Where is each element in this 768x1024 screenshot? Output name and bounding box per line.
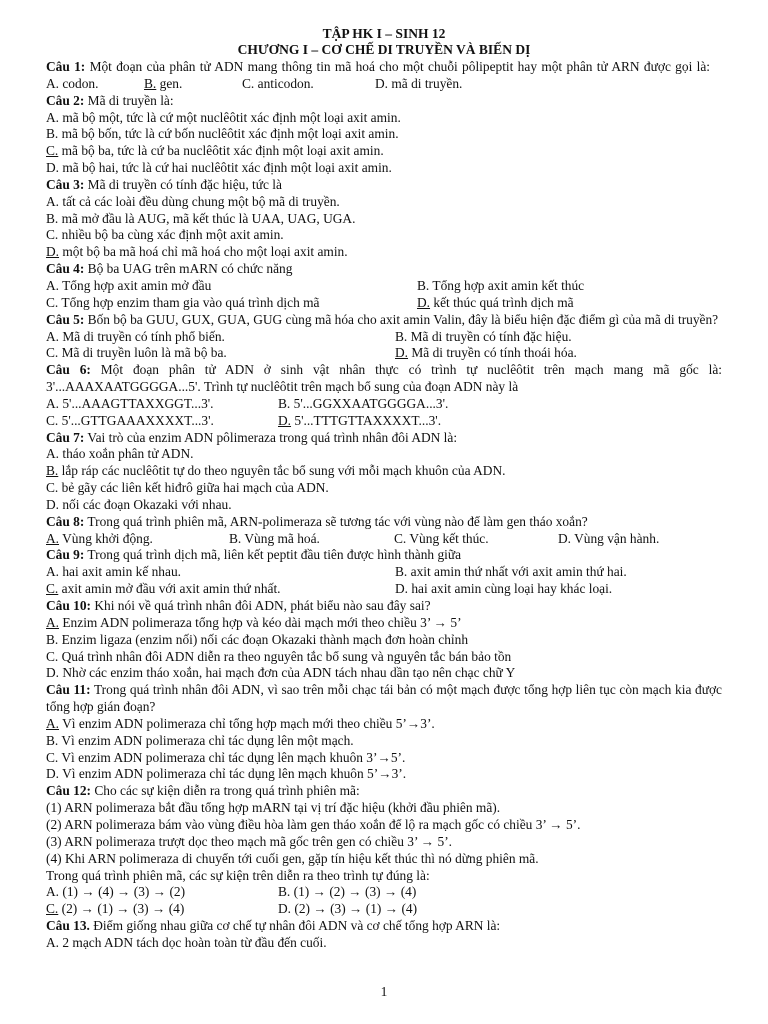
question-text: Trong quá trình phiên mã, ARN-polimeraza sẽ tương tác với vùng nào để làm gen tháo xoắn? [84, 513, 588, 529]
question-1 [46, 59, 722, 93]
answer-letter: D. [278, 412, 292, 428]
question-text: Bộ ba UAG trên mARN có chức năng [84, 261, 293, 277]
option-a: A. 5'...AAAGTTAXXGGT...3'. [46, 395, 214, 411]
option-d: D. hai axit amin cùng loại hay khác loại. [395, 581, 613, 597]
event-3: (3) ARN polimeraza trượt dọc theo mạch mã gốc trên gen có chiều 3’ → 5’. [46, 833, 453, 849]
option-d: D. Nhờ các enzim tháo xoắn, hai mạch đơn của ADN tách nhau dần tạo nên chạc chữ Y [46, 665, 516, 681]
option-a: A. Vì enzim ADN polimeraza chỉ tổng hợp mạch mới theo chiều 5’→3’. [46, 715, 435, 731]
option-b: B. mã mở đầu là AUG, mã kết thúc là UAA, UAG, UGA. [46, 210, 356, 226]
options-row [46, 396, 722, 413]
option-a: A. tất cả các loài đều dùng chung một bộ mã di truyền. [46, 193, 340, 209]
question-8 [46, 514, 722, 531]
event-2: (2) ARN polimeraza bám vào vùng điều hòa làm gen tháo xoắn để lộ ra mạch gốc có chiều 3’ → 5’. [46, 816, 581, 832]
option-a: A. tháo xoắn phân tử ADN. [46, 446, 194, 462]
question-text: Mã di truyền là: [84, 92, 174, 108]
option-d: D. Vì enzim ADN polimeraza chỉ tác dụng lên mạch khuôn 5’→3’. [46, 766, 407, 782]
options-row [46, 901, 722, 918]
chapter-title: CHƯƠNG I – CƠ CHẾ DI TRUYỀN VÀ BIẾN DỊ [237, 42, 531, 57]
option-a: A. Tổng hợp axit amin mở đầu [46, 277, 212, 293]
option-a: A. Vùng khởi động. [46, 530, 153, 546]
option-d: D. mã di truyền. [375, 75, 463, 91]
question-3 [46, 177, 722, 194]
option-b: B. Mã di truyền có tính đặc hiệu. [395, 328, 572, 344]
document-title: TẬP HK I – SINH 12 [322, 26, 446, 41]
question-11 [46, 682, 722, 716]
page-number: 1 [380, 984, 388, 999]
option-c: C. mã bộ ba, tức là cứ ba nuclêôtit xác định một loại axit amin. [46, 143, 384, 159]
option-a: A. (1) → (4) → (3) → (2) [46, 884, 186, 900]
option-c: C. nhiều bộ ba cùng xác định một axit amin. [46, 227, 284, 243]
question-number: Câu 5: [46, 311, 85, 327]
question-number: Câu 13. [46, 918, 90, 934]
options-row [46, 413, 722, 430]
option-b: B. Vì enzim ADN polimeraza chỉ tác dụng lên một mạch. [46, 732, 354, 748]
question-number: Câu 1: [46, 59, 86, 74]
question-text: Trong quá trình dịch mã, liên kết peptit đầu tiên được hình thành giữa [84, 547, 462, 563]
question-6 [46, 362, 722, 396]
option-a: A. mã bộ một, tức là cứ một nuclêôtit xác định một loại axit amin. [46, 109, 401, 125]
question-2 [46, 93, 722, 110]
question-12 [46, 783, 722, 800]
question-5 [46, 312, 722, 329]
option-c: C. bẻ gãy các liên kết hiđrô giữa hai mạch của ADN. [46, 480, 329, 496]
option-a: A. codon. [46, 75, 99, 91]
question-text: Một đoạn phân tử ADN ở sinh vật nhân thực có trình tự nuclêôtit trên mạch mang mã gốc là: 3'...AAAXAATGGGGA...5'. Trình tự nuclêôtit trên mạch bổ sung của đoạn ADN này là [46, 362, 722, 395]
options-row [46, 295, 722, 312]
answer-letter: D. [395, 345, 409, 361]
option-a: A. Mã di truyền có tính phổ biến. [46, 328, 225, 344]
answer-letter: A. [46, 614, 60, 630]
option-b: B. axit amin thứ nhất với axit amin thứ hai. [395, 564, 627, 580]
question-number: Câu 10: [46, 598, 92, 613]
options-row [46, 278, 722, 295]
option-d: D. (2) → (3) → (1) → (4) [278, 901, 418, 917]
answer-letter: A. [46, 715, 60, 731]
options-row [46, 564, 722, 581]
option-b: B. 5'...GGXXAATGGGGA...3'. [278, 395, 449, 411]
options-row [46, 581, 722, 598]
question-text: Bốn bộ ba GUU, GUX, GUA, GUG cùng mã hóa cho axit amin Valin, đây là biểu hiện đặc điểm gì của mã di truyền? [84, 311, 719, 327]
answer-letter: D. [46, 244, 60, 260]
option-a: A. hai axit amin kế nhau. [46, 564, 181, 580]
question-number: Câu 6: [46, 362, 91, 378]
event-4: (4) Khi ARN polimeraza di chuyển tới cuối gen, gặp tín hiệu kết thúc thì nó dừng phiên mã. [46, 850, 539, 866]
option-d: D. mã bộ hai, tức là cứ hai nuclêôtit xác định một loại axit amin. [46, 160, 392, 176]
question-10 [46, 598, 722, 615]
question-7 [46, 430, 722, 447]
question-number: Câu 7: [46, 429, 85, 445]
question-4 [46, 261, 722, 278]
option-c: C. Mã di truyền luôn là mã bộ ba. [46, 345, 227, 361]
options-row [46, 345, 722, 362]
answer-letter: D. [417, 294, 431, 310]
option-b: B. (1) → (2) → (3) → (4) [278, 884, 417, 900]
option-d: D. kết thúc quá trình dịch mã [417, 294, 574, 310]
options-row [46, 329, 722, 346]
answer-letter: B. [144, 75, 157, 91]
option-b: B. mã bộ bốn, tức là cứ bốn nuclêôtit xác định một loại axit amin. [46, 126, 399, 142]
options-row [46, 884, 722, 901]
question-number: Câu 2: [46, 92, 85, 108]
option-d: D. 5'...TTTGTTAXXXXT...3'. [278, 412, 442, 428]
option-b: B. lắp ráp các nuclêôtit tự do theo nguyên tắc bổ sung với mỗi mạch khuôn của ADN. [46, 463, 506, 479]
question-text: Vai trò của enzim ADN pôlimeraza trong quá trình nhân đôi ADN là: [84, 429, 458, 445]
option-c: C. 5'...GTTGAAAXXXXT...3'. [46, 412, 214, 428]
option-b: B. gen. [144, 75, 183, 91]
question-number: Câu 12: [46, 783, 92, 799]
answer-letter: A. [46, 530, 60, 546]
question-number: Câu 3: [46, 176, 85, 192]
question-text: Trong quá trình nhân đôi ADN, vì sao trên mỗi chạc tái bản có một mạch được tổng hợp liên tục còn mạch kia được tổng hợp gián đoạn? [46, 682, 723, 715]
question-number: Câu 9: [46, 547, 85, 563]
option-d: D. một bộ ba mã hoá chỉ mã hoá cho một loại axit amin. [46, 244, 348, 260]
question-number: Câu 4: [46, 261, 85, 277]
option-d: D. Vùng vận hành. [558, 530, 660, 546]
option-b: B. Enzim ligaza (enzim nối) nối các đoạn Okazaki thành mạch đơn hoàn chỉnh [46, 631, 469, 647]
question-number: Câu 11: [46, 682, 91, 698]
options-row [46, 531, 722, 548]
question-9 [46, 547, 722, 564]
option-b: B. Tổng hợp axit amin kết thúc [417, 277, 585, 293]
option-d: D. Mã di truyền có tính thoái hóa. [395, 345, 577, 361]
question-number: Câu 8: [46, 513, 85, 529]
option-c: C. anticodon. [242, 75, 314, 91]
option-c: C. Vì enzim ADN polimeraza chỉ tác dụng lên mạch khuôn 3’→5’. [46, 749, 406, 765]
option-b: B. Vùng mã hoá. [229, 530, 320, 546]
option-c: C. (2) → (1) → (3) → (4) [46, 901, 185, 917]
option-a: A. 2 mạch ADN tách dọc hoàn toàn từ đầu đến cuối. [46, 934, 327, 950]
option-c: C. Tổng hợp enzim tham gia vào quá trình dịch mã [46, 294, 320, 310]
option-c: C. Vùng kết thúc. [394, 530, 489, 546]
answer-letter: C. [46, 901, 59, 917]
event-1: (1) ARN polimeraza bắt đầu tổng hợp mARN tại vị trí đặc hiệu (khởi đầu phiên mã). [46, 800, 501, 816]
question-prompt: Trong quá trình phiên mã, các sự kiện trên diễn ra theo trình tự đúng là: [46, 867, 430, 883]
option-c: C. axit amin mở đầu với axit amin thứ nhất. [46, 581, 281, 597]
question-text: Mã di truyền có tính đặc hiệu, tức là [84, 176, 282, 192]
question-text: Khi nói về quá trình nhân đôi ADN, phát biểu nào sau đây sai? [91, 598, 431, 613]
question-text: Một đoạn của phân tử ADN mang thông tin mã hoá cho một chuỗi pôlipeptit hay một phân tử ARN được gọi là: [85, 59, 710, 74]
answer-letter: B. [46, 463, 59, 479]
answer-letter: C. [46, 143, 59, 159]
question-13 [46, 918, 722, 935]
question-text: Điểm giống nhau giữa cơ chế tự nhân đôi ADN và cơ chế tổng hợp ARN là: [89, 918, 501, 934]
option-d: D. nối các đoạn Okazaki với nhau. [46, 496, 232, 512]
answer-letter: C. [46, 581, 59, 597]
option-c: C. Quá trình nhân đôi ADN diễn ra theo nguyên tắc bổ sung và nguyên tắc bán bảo tồn [46, 648, 512, 664]
option-a: A. Enzim ADN polimeraza tổng hợp và kéo dài mạch mới theo chiều 3’ → 5’ [46, 614, 462, 630]
question-text: Cho các sự kiện diễn ra trong quá trình phiên mã: [91, 783, 360, 799]
